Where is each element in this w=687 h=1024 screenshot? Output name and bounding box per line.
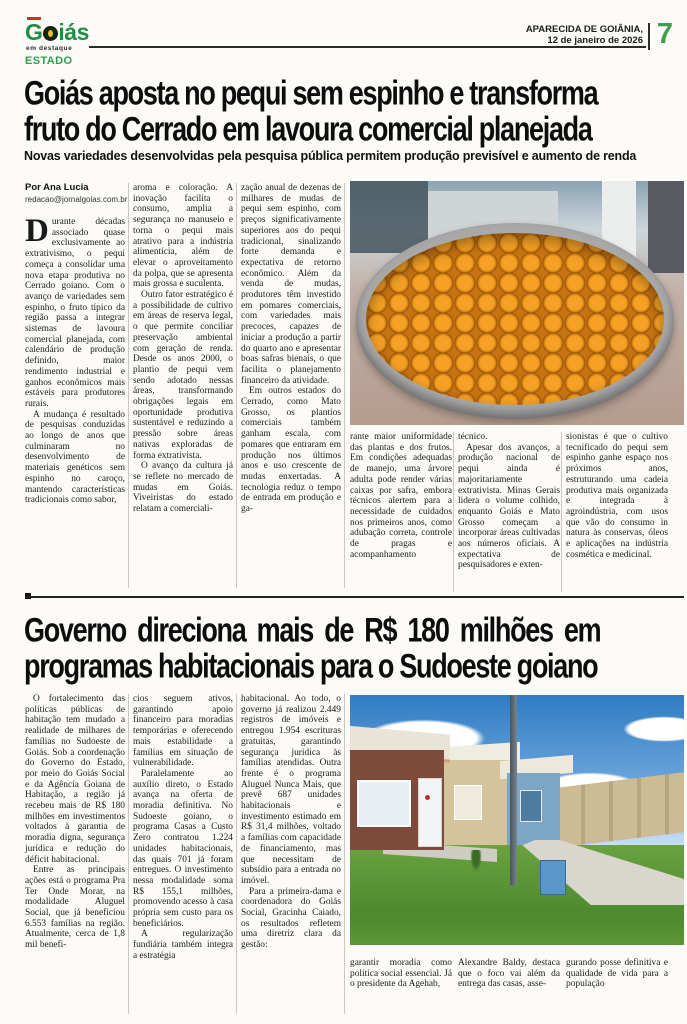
body-paragraph: A regularização fundiária também integra a estratégia bbox=[133, 929, 233, 961]
article1-column3 bbox=[241, 183, 341, 515]
logo-tagline: em destaque bbox=[26, 45, 73, 52]
brown-house-door bbox=[418, 778, 442, 848]
article2-headline-line1: Governo direciona mais de R$ 180 milhões em bbox=[24, 611, 601, 650]
body-paragraph: Em outros estados do Cerrado, como Mato Grosso, os plantios comerciais também ganham escala, com pomares que entraram em produção nos últimos anos e uso crescente de mudas enxertadas. A tecnologia reduz o tempo de entrada em produção e ga- bbox=[241, 386, 341, 515]
article1-headline-line1: Goiás aposta no pequi sem espinho e transforma bbox=[24, 74, 598, 113]
body-paragraph: zação anual de dezenas de milhares de mudas de pequi sem espinho, com preços significativamente superiores aos do pequi tradicional, sinalizando forte demanda e expectativa de retorno econômico. Além da venda de mudas, produtores têm investido em pomares comerciais, com variedades mais precoces, capazes de iniciar a produção a partir do quarto ano e apresentar boas safras bienais, o que facilita o planejamento financeiro da atividade. bbox=[241, 183, 341, 386]
cream-house-window bbox=[454, 785, 483, 820]
body-paragraph: técnico. bbox=[458, 432, 488, 442]
column-rule bbox=[344, 694, 345, 1014]
article1-subhead: Novas variedades desenvolvidas pela pesquisa pública permitem produção previsível e aumento de renda bbox=[24, 149, 637, 163]
pequi-photo bbox=[350, 181, 684, 425]
drop-cap: D bbox=[25, 213, 49, 249]
edition-date: 12 de janeiro de 2026 bbox=[547, 35, 643, 46]
body-paragraph: Outro fator estratégico é a possibilidade de cultivo em áreas de reserva legal, o que permite conciliar preservação ambiental com geração de renda. Desde os anos 2000, o plantio de pequi vem sendo adotado nessas áreas, transformando obrigações legais em oportunidade produtiva sustentável e reduzindo a pressão sobre áreas nativas exploradas de forma extrativista. bbox=[133, 290, 233, 461]
column-rule bbox=[344, 183, 345, 588]
photo-background-trees bbox=[350, 181, 428, 253]
newspaper-logo bbox=[25, 20, 89, 44]
logo-o-emblem-icon bbox=[43, 26, 58, 41]
article1-column5 bbox=[458, 432, 560, 571]
article1-column4 bbox=[350, 432, 452, 560]
houses-photo bbox=[350, 695, 684, 945]
column-rule bbox=[561, 432, 562, 592]
body-paragraph: Para a primeira-dama e coordenadora do Goiás Social, Gracinha Caiado, os resultados refletem uma diretriz clara da gestão: bbox=[241, 886, 341, 951]
section-label: ESTADO bbox=[25, 55, 73, 67]
body-paragraph: garantir moradia como política social essencial. Já o presidente da Agehab, bbox=[350, 958, 452, 990]
article1-column2 bbox=[133, 183, 233, 515]
photo-background-doorway bbox=[648, 181, 684, 273]
article1-column1-rest bbox=[25, 410, 125, 506]
column-rule bbox=[236, 694, 237, 1014]
body-paragraph: cios seguem ativos, garantindo apoio financeiro para moradias temporárias e oferecendo mais estabilidade a famílias em situação de vulnerabilidade. bbox=[133, 694, 233, 769]
brown-house-window bbox=[357, 780, 411, 827]
body-paragraph: sionistas é que o cultivo tecnificado do pequi sem espinho ganhe espaço nos próximos anos, estruturando uma cadeia produtiva mais organizada e integrada à agroindústria, com usos que vão do consumo in natura às conservas, óleos e aplicações na indústria cosmética e medicinal. bbox=[566, 432, 668, 560]
utility-box bbox=[540, 860, 565, 895]
body-paragraph: aroma e coloração. A inovação facilita o consumo, amplia a segurança no manuseio e torna o pequi mais atrativo para a indústria alimentícia, além de elevar o aproveitamento da polpa, que se apresenta mais grossa e suculenta. bbox=[133, 183, 233, 290]
body-paragraph: Apesar dos avanços, a produção nacional de pequi ainda é majoritariamente extrativista. Minas Gerais lidera o volume colhido, enquanto Goiás e Mato Grosso começam a incorporar áreas cultivadas aos números oficiais. A expectativa de pesquisadores e exten- bbox=[458, 442, 560, 571]
article2-headline-line2: programas habitacionais para o Sudoeste goiano bbox=[24, 647, 598, 686]
article2-column5 bbox=[458, 958, 560, 990]
page-number: 7 bbox=[656, 18, 674, 50]
article-separator-rule bbox=[25, 596, 684, 598]
edition-city: APARECIDA DE GOIÂNIA, bbox=[525, 24, 643, 35]
column-rule bbox=[128, 183, 129, 588]
utility-pole bbox=[510, 695, 517, 885]
pequi-fruits bbox=[366, 233, 664, 405]
byline-author: Por Ana Lucia bbox=[25, 182, 89, 193]
article2-column2 bbox=[133, 694, 233, 962]
body-paragraph: gurando posse definitiva e qualidade de vida para a população bbox=[566, 958, 668, 990]
body-paragraph: A mudança é resultado de pesquisas conduzidas ao longo de anos que culminaram no desenvolvimento de materiais genéticos sem espinho no caroço, mantendo características tradicionais como sabor, bbox=[25, 409, 125, 506]
column-rule bbox=[128, 694, 129, 1014]
header-rule bbox=[89, 46, 646, 48]
article1-lead-paragraph: Durante décadas associado quase exclusivamente ao extrativismo, o pequi começa a consolidar uma nova etapa produtiva no Cerrado goiano. Com o avanço de variedades sem espinho, o fruto típico da região passa a integrar sistemas de lavoura comercial planejada, com calendário de produção definido, maior rendimento industrial e ganhos econômicos mais estáveis para produtores rurais. bbox=[25, 213, 125, 409]
body-paragraph: O avanço da cultura já se reflete no mercado de mudas em Goiás. Viveiristas do estado relatam a comerciali- bbox=[133, 461, 233, 515]
logo-text-prefix: G bbox=[25, 19, 43, 45]
byline-email: redacao@jornalgoias.com.br bbox=[25, 195, 128, 204]
sapling bbox=[470, 850, 482, 872]
body-paragraph: habitacional. Ao todo, o governo já realizou 2.449 registros de imóveis e entregou 1.954 escrituras gratuitas, garantindo segurança jurídica às famílias atendidas. Outra frente é o programa Aluguel Nunca Mais, que prevê 687 unidades habitacionais e investimento estimado em R$ 31,4 milhões, voltado a famílias com capacidade de financiamento, mas que necessitam de subsídio para a entrada no imóvel. bbox=[241, 694, 341, 886]
body-paragraph: Alexandre Baldy, destaca que o foco vai além da entrega das casas, asse- bbox=[458, 958, 560, 990]
article2-column1 bbox=[25, 694, 125, 951]
edition-dateline bbox=[526, 24, 643, 46]
article1-headline-line2: fruto do Cerrado em lavoura comercial planejada bbox=[24, 110, 592, 149]
body-paragraph: rante maior uniformidade das plantas e dos frutos. Em condições adequadas de manejo, uma árvore adulta pode render várias caixas por safra, embora técnicos alertem para a necessidade de cuidados nos primeiros anos, como adubação correta, controle de pragas e acompanhamento bbox=[350, 432, 452, 560]
article1-column6 bbox=[566, 432, 668, 560]
article2-column4 bbox=[350, 958, 452, 990]
column-rule bbox=[236, 183, 237, 588]
blue-house-window bbox=[520, 790, 542, 822]
body-paragraph: O fortalecimento das políticas públicas de habitação tem mudado a realidade de milhares de famílias no Sudoeste de Goiás. Sob a coordenação do Governo do Estado, por meio do Goiás Social e da Agência Goiana de Habitação, a região já recebeu mais de R$ 180 milhões em investimentos voltados à garantia de moradia digna, segurança jurídica e redução do déficit habitacional. bbox=[25, 694, 125, 865]
article2-column6 bbox=[566, 958, 668, 990]
column-rule bbox=[453, 432, 454, 592]
article2-column3 bbox=[241, 694, 341, 951]
logo-text-suffix: iás bbox=[58, 19, 89, 45]
body-paragraph: Paralelamente ao auxílio direto, o Estado avança na oferta de moradia definitiva. No Sudoeste goiano, o programa Casas a Custo Zero contratou 1.224 unidades habitacionais, das quais 701 já foram entregues. O investimento nessa modalidade soma R$ 155,1 milhões, promovendo acesso à casa própria sem custo para os beneficiários. bbox=[133, 768, 233, 929]
article1-column1 bbox=[25, 213, 125, 506]
body-paragraph: Entre as principais ações está o programa Pra Ter Onde Morar, na modalidade Aluguel Social, que já beneficiou 6.553 famílias na região. Atualmente, cerca de 1,8 mil benefi- bbox=[25, 865, 125, 951]
